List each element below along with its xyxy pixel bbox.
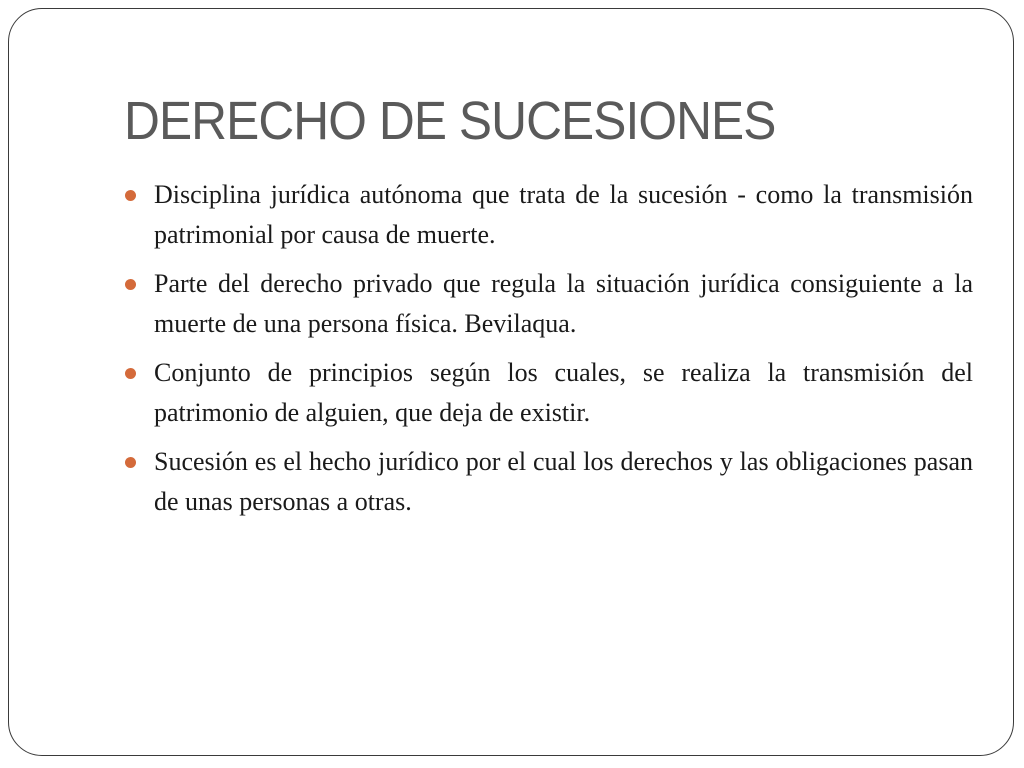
bullet-item-1 [125, 175, 973, 255]
bullet-text: Conjunto de principios según los cuales, se realiza la transmisión del patrimonio de alguien, que deja de existir. [154, 358, 973, 427]
slide-title: DERECHO DE SUCESIONES [124, 91, 776, 151]
bullet-list [125, 175, 973, 531]
bullet-item-2 [125, 264, 973, 344]
bullet-text: Sucesión es el hecho jurídico por el cual los derechos y las obligaciones pasan de unas personas a otras. [154, 447, 973, 516]
bullet-text: Parte del derecho privado que regula la situación jurídica consiguiente a la muerte de una persona física. Bevilaqua. [154, 269, 973, 338]
bullet-dot-icon [125, 279, 136, 290]
bullet-item-4 [125, 442, 973, 522]
slide-frame [8, 8, 1014, 756]
bullet-text: Disciplina jurídica autónoma que trata de la sucesión - como la transmisión patrimonial por causa de muerte. [154, 180, 973, 249]
bullet-dot-icon [125, 368, 136, 379]
bullet-item-3 [125, 353, 973, 433]
bullet-dot-icon [125, 457, 136, 468]
bullet-dot-icon [125, 190, 136, 201]
